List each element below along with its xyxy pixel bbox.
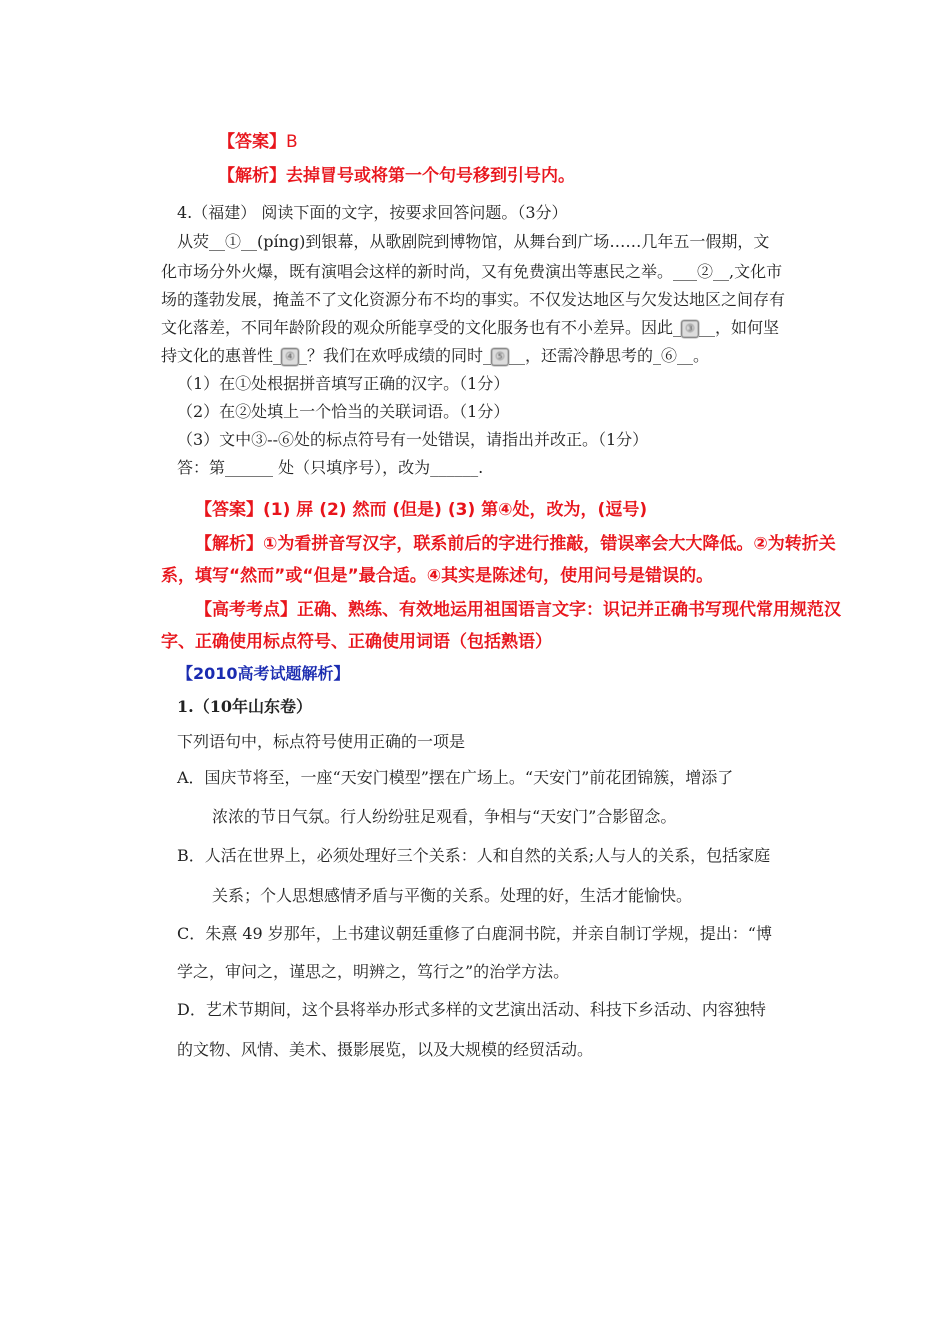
question-4-para-line-5	[161, 346, 709, 366]
analysis-line-2b	[161, 566, 713, 586]
analysis-line-1	[218, 166, 575, 186]
answer-line-2	[195, 500, 647, 520]
exam-point-text-1: 正确、熟练、有效地运用祖国语言文字：识记并正确书写现代常用规范汉	[297, 600, 841, 620]
option-c-line-1: C．朱熹 49 岁那年，上书建议朝廷重修了白鹿洞书院，并亲自制订学规，提出：“博	[177, 924, 772, 943]
question-1-header: 1.（10年山东卷）	[177, 697, 312, 716]
option-a-line-2: 浓浓的节日气氛。行人纷纷驻足观看，争相与“天安门”合影留念。	[212, 807, 677, 826]
question-4-para-line-2: 化市场分外火爆，既有演唱会这样的新时尚，又有免费演出等惠民之举。___②__,文化市	[161, 262, 783, 281]
question-1-stem: 下列语句中，标点符号使用正确的一项是	[177, 732, 466, 751]
option-d-line-1: D．艺术节期间，这个县将举办形式多样的文艺演出活动、科技下乡活动、内容独特	[177, 1000, 766, 1019]
para4-text-b: __，如何坚	[699, 318, 780, 337]
question-4-para-line-3: 场的蓬勃发展，掩盖不了文化资源分布不均的事实。不仅发达地区与欠发达地区之间存有	[161, 290, 786, 309]
section-heading-2010: 【2010高考试题解析】	[177, 664, 350, 683]
analysis-text-2a: ①为看拼音写汉字，联系前后的字进行推敲，错误率会大大降低。②为转折关	[263, 534, 836, 554]
para5-text-a: 持文化的惠普性_	[161, 346, 282, 365]
answer-tag-2: 【答案】	[195, 500, 263, 520]
para4-text-a: 文化落差，不同年龄阶段的观众所能享受的文化服务也有不小差异。因此_	[161, 318, 682, 337]
option-c-line-2: 学之，审问之，谨思之，明辨之，笃行之”的治学方法。	[177, 962, 570, 981]
analysis-line-2a	[195, 534, 836, 554]
answer-blank-line: 答：第______ 处（只填序号），改为______.	[177, 458, 484, 477]
marker-3: ③	[681, 320, 699, 338]
sub-question-3: （3）文中③--⑥处的标点符号有一处错误，请指出并改正。（1分）	[177, 430, 649, 449]
exam-point-text-2: 字、正确使用标点符号、正确使用词语（包括熟语）	[161, 632, 552, 652]
exam-point-line-2	[161, 632, 552, 652]
marker-4: ④	[281, 348, 299, 366]
para5-text-b: _？我们在欢呼成绩的同时_	[299, 346, 492, 365]
sub-question-1: （1）在①处根据拼音填写正确的汉字。（1分）	[177, 374, 510, 393]
option-b-line-1: B．人活在世界上，必须处理好三个关系：人和自然的关系;人与人的关系，包括家庭	[177, 846, 771, 865]
para5-text-c: __，还需冷静思考的_⑥__。	[509, 346, 710, 365]
question-4-para-line-4	[161, 318, 779, 338]
option-b-line-2: 关系；个人思想感情矛盾与平衡的关系。处理的好，生活才能愉快。	[212, 886, 693, 905]
question-4-para-line-1: 从荧__①__(píng)到银幕，从歌剧院到博物馆，从舞台到广场……几年五一假期，文	[177, 232, 770, 251]
analysis-text-2b: 系，填写“然而”或“但是”最合适。④其实是陈述句，使用问号是错误的。	[161, 566, 714, 586]
exam-point-tag: 【高考考点】	[195, 600, 297, 620]
question-4-header: 4.（福建） 阅读下面的文字，按要求回答问题。（3分）	[177, 203, 568, 222]
answer-line-1	[218, 132, 298, 152]
answer-tag: 【答案】	[218, 132, 286, 152]
analysis-tag: 【解析】	[218, 166, 286, 186]
exam-point-line-1	[195, 600, 841, 620]
option-a-line-1: A．国庆节将至，一座“天安门模型”摆在广场上。“天安门”前花团锦簇，增添了	[177, 768, 734, 787]
analysis-tag-2: 【解析】	[195, 534, 263, 554]
answer-text: B	[286, 132, 298, 152]
marker-5: ⑤	[491, 348, 509, 366]
analysis-text: 去掉冒号或将第一个句号移到引号内。	[286, 166, 575, 186]
sub-question-2: （2）在②处填上一个恰当的关联词语。（1分）	[177, 402, 510, 421]
option-d-line-2: 的文物、风情、美术、摄影展览，以及大规模的经贸活动。	[177, 1040, 594, 1059]
answer-text-2: (1) 屏 (2) 然而 (但是) (3) 第④处，改为，(逗号)	[263, 500, 648, 520]
